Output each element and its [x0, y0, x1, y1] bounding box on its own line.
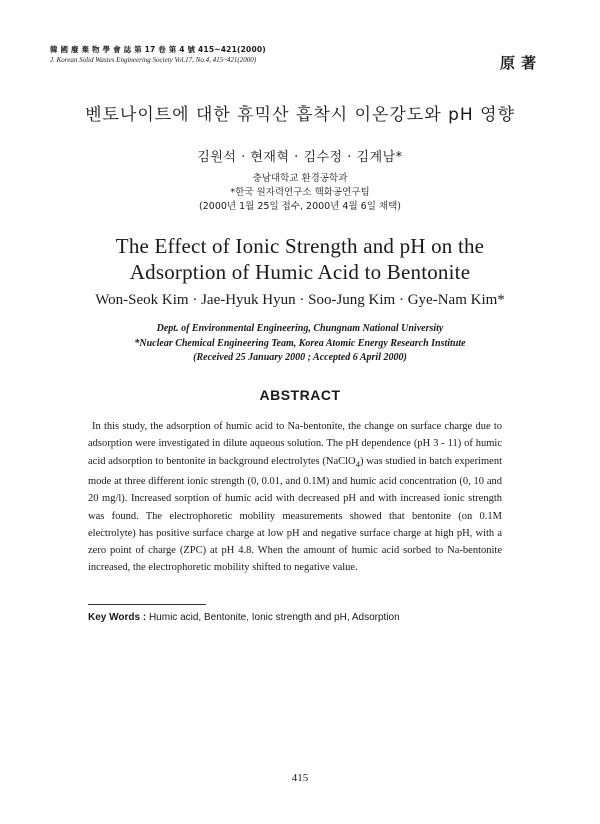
abstract-text-part-2: ) was studied in batch experiment mode at three different ionic strength (0, 0.01, and 0.1M) and humic acid concentration (0, 10 and 20 mg/l). Increased sorption of humic acid with decreased pH and with increased ionic strength was found. The electrophoretic mobility measurements showed that bentonite (on 0.1M electrolyte) has positive surface charge at low pH and negative surface charge at high pH, with a zero point of charge (ZPC) at pH 4.8. When the amount of humic acid sorbed to Na-bentonite increased, the electrophoretic mobility shifted to negative value. [88, 455, 502, 574]
journal-header [50, 44, 470, 65]
abstract-heading: ABSTRACT [259, 387, 341, 403]
abstract-text-part-1: In this study, the adsorption of humic acid to Na-bentonite, the change on surface charge due to adsorption were investigated in dilute aqueous solution. The pH dependence (pH 3 - 11) of humic acid adsorption to bentonite in background electrolytes (NaClO [88, 421, 502, 467]
korean-affiliation-1: 충남대학교 환경공학과 [252, 173, 348, 184]
english-authors: Won-Seok Kim · Jae-Hyuk Hyun · Soo-Jung Kim · Gye-Nam Kim* [95, 292, 505, 308]
journal-citation-english: J. Korean Solid Wastes Engineering Society Vol.17, No.4, 415~421(2000) [50, 56, 257, 64]
english-affiliation-2: *Nuclear Chemical Engineering Team, Korea Atomic Energy Research Institute [134, 338, 466, 349]
korean-affiliation-2: *한국 원자력연구소 핵화공연구팀 [230, 187, 370, 198]
english-affiliation-1: Dept. of Environmental Engineering, Chungnam National University [156, 323, 444, 334]
page-number: 415 [291, 772, 309, 784]
keywords [88, 612, 400, 623]
korean-received-dates: (2000년 1월 25일 접수, 2000년 4월 6일 채택) [199, 201, 401, 212]
article-type-badge: 原著 [499, 54, 542, 72]
korean-authors: 김원석 · 현재혁 · 김수정 · 김계남* [197, 150, 403, 165]
abstract-subscript: 4 [355, 458, 360, 469]
english-received-dates: (Received 25 January 2000 ; Accepted 6 April 2000) [193, 352, 407, 363]
footnote-divider [88, 604, 206, 605]
english-title-line-2: Adsorption of Humic Acid to Bentonite [129, 260, 471, 284]
abstract-body [88, 418, 502, 577]
keywords-text: Humic acid, Bentonite, Ionic strength and pH, Adsorption [146, 612, 400, 623]
english-title-line-1: The Effect of Ionic Strength and pH on the [115, 234, 485, 258]
keywords-label: Key Words : [88, 612, 147, 623]
journal-citation-korean: 韓 國 廢 棄 物 學 會 誌 第 17 卷 第 4 號 415~421(2000) [50, 45, 266, 54]
korean-title: 벤토나이트에 대한 휴믹산 흡착시 이온강도와 pH 영향 [85, 105, 515, 125]
english-title [0, 233, 600, 285]
